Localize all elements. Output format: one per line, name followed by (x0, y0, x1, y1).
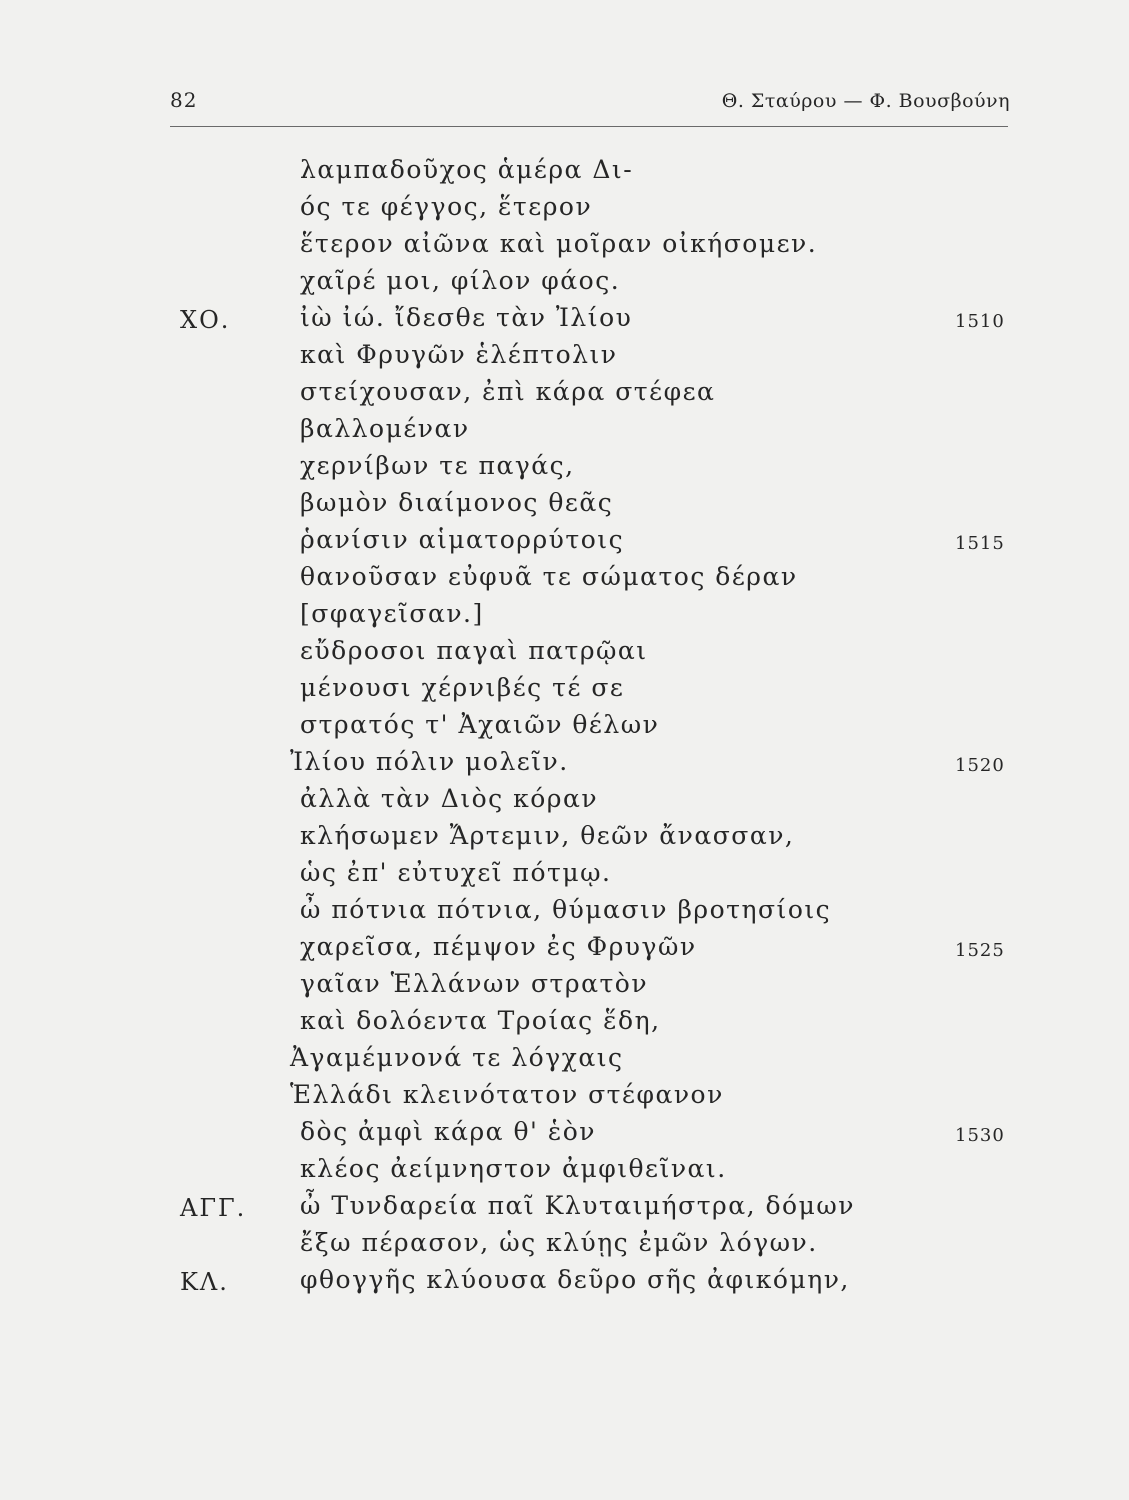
verse-text-line: βωμὸν διαίμονος θεᾶς (300, 488, 614, 517)
verse-line (0, 821, 1129, 858)
verse-line (0, 1265, 1129, 1302)
verse-line (0, 451, 1129, 488)
verse-text-line: χαῖρέ μοι, φίλον φάος. (300, 266, 621, 295)
verse-line (0, 895, 1129, 932)
verse-text-line: κλέος ἀείμνηστον ἀμφιθεῖναι. (300, 1154, 727, 1183)
line-number: 1525 (955, 940, 1005, 961)
verse-text-line: ὦ πότνια πότνια, θύμασιν βροτησίοις (300, 895, 832, 924)
verse-text-line: ἀλλὰ τὰν Διὸς κόραν (300, 784, 599, 813)
verse-text-line: χερνίβων τε παγάς, (300, 451, 575, 480)
verse-line (0, 710, 1129, 747)
verse-text-line: ῥανίσιν αἱματορρύτοις (300, 525, 625, 554)
verse-text-line: Ἀγαμέμνονά τε λόγχαις (290, 1043, 624, 1072)
verse-line (0, 414, 1129, 451)
verse-line (0, 1043, 1129, 1080)
line-number: 1510 (955, 311, 1005, 332)
verse-line (0, 784, 1129, 821)
verse-text-line: βαλλομέναν (300, 414, 470, 443)
verse-text-line: Ἑλλάδι κλεινότατον στέφανον (290, 1080, 724, 1109)
verse-line (0, 155, 1129, 192)
page-header (170, 88, 1010, 118)
verse-line (0, 858, 1129, 895)
verse-text-line: ἰὼ ἰώ. ἴδεσθε τὰν Ἰλίου (300, 303, 633, 332)
verse-line (0, 377, 1129, 414)
verse-line (0, 562, 1129, 599)
verse-text-line: εὔδροσοι παγαὶ πατρῷαι (300, 636, 648, 665)
verse-text-line: καὶ Φρυγῶν ἑλέπτολιν (300, 340, 618, 369)
verse-line (0, 1006, 1129, 1043)
verse-line (0, 747, 1129, 784)
line-number: 1520 (955, 755, 1005, 776)
verse-text-line: καὶ δολόεντα Τροίας ἕδη, (300, 1006, 661, 1035)
speaker-label: ΧΟ. (180, 306, 231, 334)
verse-text-line: στρατός τ' Ἀχαιῶν θέλων (300, 710, 660, 739)
speaker-label: ΚΛ. (180, 1268, 229, 1296)
verse-line (0, 340, 1129, 377)
verse-text-line: δὸς ἀμφὶ κάρα θ' ἑὸν (300, 1117, 597, 1146)
verse-line (0, 1117, 1129, 1154)
verse-text-line: ός τε φέγγος, ἕτερον (300, 192, 593, 221)
verse-text-line: ἕτερον αἰῶνα καὶ μοῖραν οἰκήσομεν. (300, 229, 818, 258)
verse-line (0, 229, 1129, 266)
verse-line (0, 969, 1129, 1006)
page-number: 82 (170, 88, 198, 112)
verse-line (0, 1080, 1129, 1117)
verse-line (0, 1228, 1129, 1265)
verse-line (0, 192, 1129, 229)
verse-text-line: ἔξω πέρασον, ὡς κλύῃς ἐμῶν λόγων. (300, 1228, 818, 1257)
verse-text-line: στείχουσαν, ἐπὶ κάρα στέφεα (300, 377, 716, 406)
verse-text-line: κλήσωμεν Ἄρτεμιν, θεῶν ἄνασσαν, (300, 821, 795, 850)
verse-line (0, 1191, 1129, 1228)
verse-line (0, 488, 1129, 525)
speaker-label: ΑΓΓ. (180, 1194, 247, 1222)
verse-text-line: φθογγῆς κλύουσα δεῦρο σῆς ἀφικόμην, (300, 1265, 850, 1294)
verse-text-line: λαμπαδοῦχος ἁμέρα Δι- (300, 155, 634, 184)
verse-line (0, 673, 1129, 710)
verse-line (0, 266, 1129, 303)
header-rule (170, 126, 1008, 127)
running-head: Θ. Σταύρου — Φ. Βουσβούνη (721, 90, 1010, 112)
verse-line (0, 599, 1129, 636)
verse-text-line: γαῖαν Ἑλλάνων στρατὸν (300, 969, 649, 998)
verse-line (0, 303, 1129, 340)
verse-text-line: θανοῦσαν εὐφυᾶ τε σώματος δέραν (300, 562, 798, 591)
verse-text-line: [σφαγεῖσαν.] (300, 599, 484, 628)
verse-text-line: Ἰλίου πόλιν μολεῖν. (290, 747, 569, 776)
verse-line (0, 932, 1129, 969)
verse-text-line: ὦ Τυνδαρεία παῖ Κλυταιμήστρα, δόμων (300, 1191, 855, 1220)
verse-text (0, 155, 1129, 1302)
line-number: 1515 (955, 533, 1005, 554)
verse-text-line: ὡς ἐπ' εὐτυχεῖ πότμῳ. (300, 858, 612, 887)
verse-line (0, 636, 1129, 673)
verse-line (0, 525, 1129, 562)
verse-text-line: χαρεῖσα, πέμψον ἐς Φρυγῶν (300, 932, 697, 961)
line-number: 1530 (955, 1125, 1005, 1146)
verse-line (0, 1154, 1129, 1191)
verse-text-line: μένουσι χέρνιβές τέ σε (300, 673, 625, 702)
